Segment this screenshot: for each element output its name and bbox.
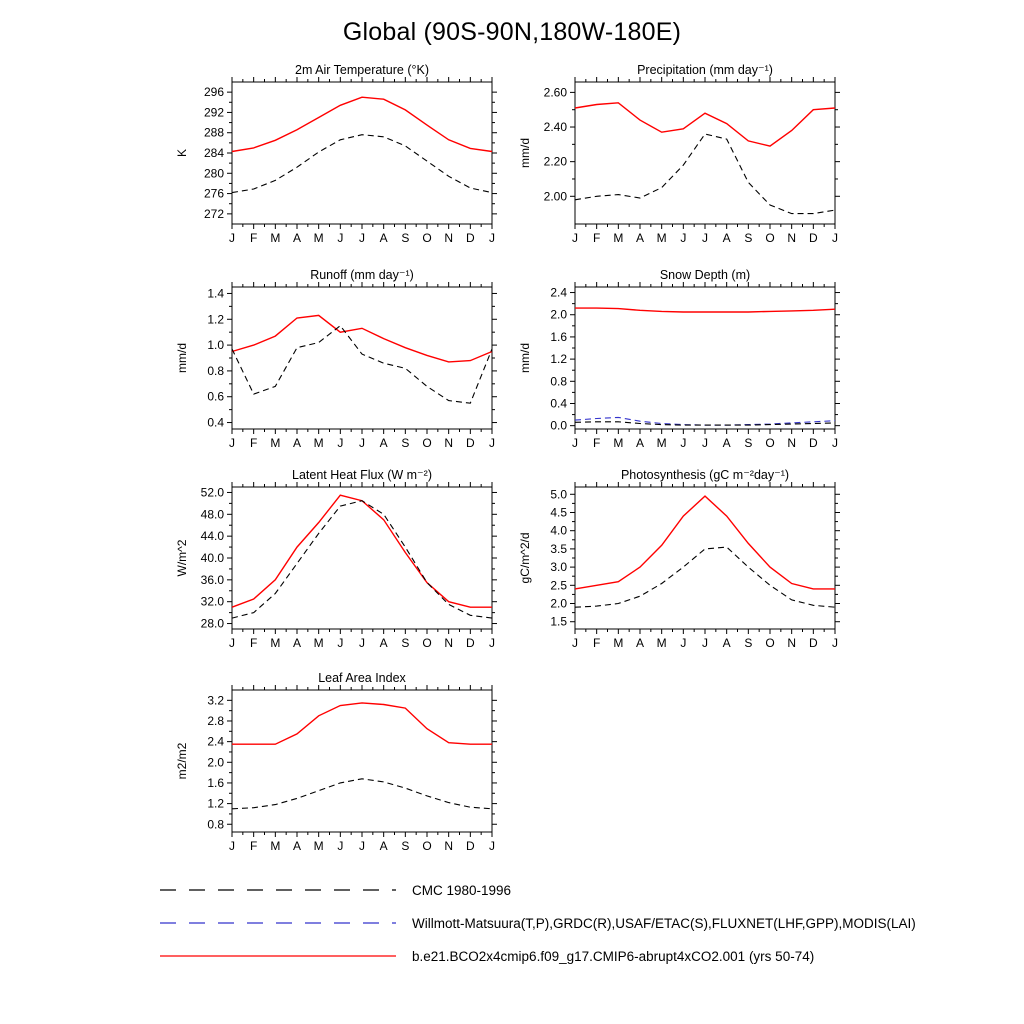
x-tick-label: J [572, 436, 578, 450]
x-tick-label: F [249, 636, 258, 650]
y-axis-label: mm/d [175, 343, 189, 373]
y-tick-label: 1.6 [207, 775, 224, 790]
panel-snow-depth [511, 265, 861, 470]
legend-row [158, 913, 916, 933]
panel-photosynthesis [511, 465, 861, 670]
x-tick-label: J [680, 436, 687, 450]
x-tick-label: M [270, 636, 281, 650]
y-tick-label: 0.8 [207, 363, 224, 378]
y-tick-label: 1.6 [550, 329, 567, 344]
x-tick-label: D [465, 636, 475, 650]
x-tick-label: J [359, 436, 365, 450]
legend-line-sample-obs2 [158, 913, 398, 933]
x-tick-label: A [292, 231, 302, 245]
plot-frame [575, 487, 835, 629]
series-line-model [232, 495, 492, 607]
x-tick-label: O [422, 636, 432, 650]
y-tick-label: 272 [203, 206, 224, 221]
x-tick-label: J [680, 636, 687, 650]
x-tick-label: J [702, 436, 708, 450]
y-tick-label: 0.4 [550, 396, 567, 411]
x-tick-label: J [337, 436, 344, 450]
x-tick-label: J [572, 231, 578, 245]
x-tick-label: F [249, 436, 258, 450]
y-tick-label: 1.0 [207, 338, 224, 353]
x-tick-label: F [249, 839, 258, 853]
x-tick-label: M [313, 436, 324, 450]
chart-svg [168, 265, 518, 470]
x-tick-label: N [787, 231, 797, 245]
x-tick-label: A [722, 231, 731, 245]
x-tick-label: A [379, 231, 388, 245]
x-tick-label: D [465, 839, 475, 853]
series-line-model [232, 315, 492, 362]
series-line-obs [232, 135, 492, 193]
x-tick-label: O [422, 436, 432, 450]
x-tick-label: A [292, 636, 302, 650]
y-tick-label: 52.0 [200, 485, 224, 500]
x-tick-label: S [744, 231, 753, 245]
y-tick-label: 28.0 [200, 616, 224, 631]
y-tick-label: 0.0 [550, 418, 567, 433]
y-tick-label: 40.0 [200, 551, 224, 565]
x-tick-label: M [656, 636, 667, 650]
y-tick-label: 2.4 [550, 285, 567, 300]
x-tick-label: J [359, 231, 365, 245]
x-tick-label: O [765, 636, 775, 650]
y-tick-label: 1.2 [207, 312, 224, 327]
x-tick-label: N [444, 436, 454, 450]
x-tick-label: F [592, 231, 601, 245]
series-line-obs [232, 779, 492, 809]
x-tick-label: S [744, 636, 753, 650]
x-tick-label: M [613, 436, 624, 450]
x-tick-label: J [832, 231, 838, 245]
panel-precipitation [511, 60, 861, 265]
x-tick-label: S [401, 636, 410, 650]
x-tick-label: J [337, 231, 344, 245]
y-tick-label: 296 [203, 85, 224, 100]
x-tick-label: N [444, 839, 454, 853]
series-line-model [232, 703, 492, 744]
plot-frame [232, 690, 492, 832]
y-tick-label: 48.0 [200, 507, 224, 522]
y-tick-label: 3.5 [550, 541, 567, 556]
series-line-model [575, 103, 835, 146]
y-tick-label: 5.0 [550, 487, 567, 502]
x-tick-label: N [444, 636, 454, 650]
x-tick-label: M [613, 231, 624, 245]
y-tick-label: 2.0 [550, 596, 567, 611]
legend-label: b.e21.BCO2x4cmip6.f09_g17.CMIP6-abrupt4xCO2.001 (yrs 50-74) [412, 948, 815, 964]
x-tick-label: A [722, 436, 731, 450]
legend-line-sample-obs [158, 880, 398, 900]
x-tick-label: O [422, 839, 432, 853]
y-axis-label: mm/d [518, 343, 532, 373]
figure-title: Global (90S-90N,180W-180E) [342, 18, 682, 46]
x-tick-label: A [722, 636, 731, 650]
x-tick-label: J [489, 839, 495, 853]
y-tick-label: 2.4 [207, 734, 224, 749]
x-tick-label: S [401, 839, 410, 853]
x-tick-label: J [680, 231, 687, 245]
y-tick-label: 2.00 [543, 189, 567, 204]
y-tick-label: 276 [203, 186, 224, 201]
x-tick-label: J [229, 636, 235, 650]
series-line-model [575, 308, 835, 312]
x-tick-label: M [613, 636, 624, 650]
panel-latent-heat-flux [168, 465, 518, 670]
panel-leaf-area-index [168, 668, 518, 873]
x-tick-label: M [656, 436, 667, 450]
x-tick-label: N [787, 636, 797, 650]
y-tick-label: 2.60 [543, 85, 567, 100]
x-tick-label: J [832, 636, 838, 650]
x-tick-label: J [337, 839, 344, 853]
x-tick-label: J [489, 231, 495, 245]
panel-title: Latent Heat Flux (W m⁻²) [292, 468, 432, 482]
x-tick-label: M [270, 436, 281, 450]
legend-row [158, 946, 916, 966]
y-axis-label: m2/m2 [175, 742, 189, 780]
y-tick-label: 0.8 [550, 374, 567, 389]
panel-title: 2m Air Temperature (°K) [295, 63, 429, 77]
x-tick-label: J [572, 636, 578, 650]
x-tick-label: D [808, 231, 818, 245]
x-tick-label: A [635, 436, 645, 450]
y-tick-label: 36.0 [200, 572, 224, 587]
x-tick-label: M [270, 231, 281, 245]
panel-title: Leaf Area Index [318, 671, 406, 685]
x-tick-label: D [808, 436, 818, 450]
panel-2m-air-temperature [168, 60, 518, 265]
x-tick-label: F [592, 436, 601, 450]
x-tick-label: F [249, 231, 258, 245]
x-tick-label: F [592, 636, 601, 650]
y-tick-label: 284 [203, 146, 224, 160]
x-tick-label: N [787, 436, 797, 450]
y-axis-label: gC/m^2/d [518, 532, 532, 584]
x-tick-label: A [379, 636, 388, 650]
chart-svg [168, 465, 518, 670]
y-tick-label: 32.0 [200, 594, 224, 609]
panel-runoff [168, 265, 518, 470]
x-tick-label: J [229, 436, 235, 450]
plot-frame [232, 82, 492, 224]
chart-svg [168, 60, 518, 265]
y-tick-label: 280 [203, 166, 224, 181]
y-tick-label: 2.20 [543, 154, 567, 169]
x-tick-label: M [313, 636, 324, 650]
series-line-obs [575, 134, 835, 214]
x-tick-label: M [270, 839, 281, 853]
y-tick-label: 292 [203, 105, 224, 120]
x-tick-label: J [832, 436, 838, 450]
y-tick-label: 2.0 [550, 307, 567, 322]
y-tick-label: 3.0 [550, 560, 567, 575]
legend-label: Willmott-Matsuura(T,P),GRDC(R),USAF/ETAC(S),FLUXNET(LHF,GPP),MODIS(LAI) [412, 915, 916, 931]
y-tick-label: 2.8 [207, 713, 224, 728]
legend-label: CMC 1980-1996 [412, 882, 512, 898]
series-line-obs [575, 547, 835, 607]
panel-title: Runoff (mm day⁻¹) [310, 268, 414, 282]
x-tick-label: J [489, 636, 495, 650]
chart-svg [168, 668, 518, 873]
x-tick-label: S [744, 436, 753, 450]
x-tick-label: D [465, 231, 475, 245]
x-tick-label: A [635, 231, 645, 245]
x-tick-label: A [635, 636, 645, 650]
x-tick-label: A [292, 839, 302, 853]
series-line-model [232, 97, 492, 151]
x-tick-label: D [808, 636, 818, 650]
x-tick-label: J [702, 636, 708, 650]
x-tick-label: N [444, 231, 454, 245]
legend-line-sample-model [158, 946, 398, 966]
chart-svg [511, 60, 861, 265]
y-tick-label: 3.2 [207, 693, 224, 708]
y-tick-label: 2.40 [543, 120, 567, 135]
y-axis-label: W/m^2 [175, 539, 189, 577]
x-tick-label: J [229, 839, 235, 853]
y-tick-label: 0.8 [207, 817, 224, 832]
chart-svg [511, 465, 861, 670]
x-tick-label: J [489, 436, 495, 450]
y-tick-label: 2.5 [550, 578, 567, 593]
x-tick-label: M [313, 839, 324, 853]
x-tick-label: D [465, 436, 475, 450]
y-tick-label: 288 [203, 125, 224, 140]
y-tick-label: 2.0 [207, 755, 224, 770]
panel-title: Photosynthesis (gC m⁻²day⁻¹) [620, 468, 790, 482]
y-tick-label: 4.5 [550, 505, 567, 520]
chart-svg [511, 265, 861, 470]
y-tick-label: 1.2 [550, 352, 567, 367]
x-tick-label: J [359, 839, 365, 853]
panel-title: Precipitation (mm day⁻¹) [637, 63, 773, 77]
x-tick-label: A [379, 839, 388, 853]
plot-frame [232, 287, 492, 429]
y-tick-label: 1.5 [550, 614, 567, 629]
y-tick-label: 1.2 [207, 796, 224, 811]
legend [158, 880, 916, 966]
x-tick-label: S [401, 436, 410, 450]
x-tick-label: O [422, 231, 432, 245]
x-tick-label: O [765, 436, 775, 450]
x-tick-label: S [401, 231, 410, 245]
series-line-model [575, 496, 835, 589]
x-tick-label: J [229, 231, 235, 245]
x-tick-label: A [379, 436, 388, 450]
x-tick-label: A [292, 436, 302, 450]
y-tick-label: 1.4 [207, 286, 224, 301]
x-tick-label: J [702, 231, 708, 245]
y-tick-label: 0.4 [207, 415, 224, 430]
series-line-obs [232, 501, 492, 618]
x-tick-label: J [359, 636, 365, 650]
y-axis-label: mm/d [518, 138, 532, 168]
plot-frame [232, 487, 492, 629]
x-tick-label: M [313, 231, 324, 245]
x-tick-label: O [765, 231, 775, 245]
legend-row [158, 880, 916, 900]
x-tick-label: J [337, 636, 344, 650]
y-tick-label: 44.0 [200, 529, 224, 544]
panel-title: Snow Depth (m) [659, 268, 751, 282]
y-axis-label: K [175, 148, 189, 158]
x-tick-label: M [656, 231, 667, 245]
y-tick-label: 4.0 [550, 523, 567, 538]
y-tick-label: 0.6 [207, 389, 224, 404]
